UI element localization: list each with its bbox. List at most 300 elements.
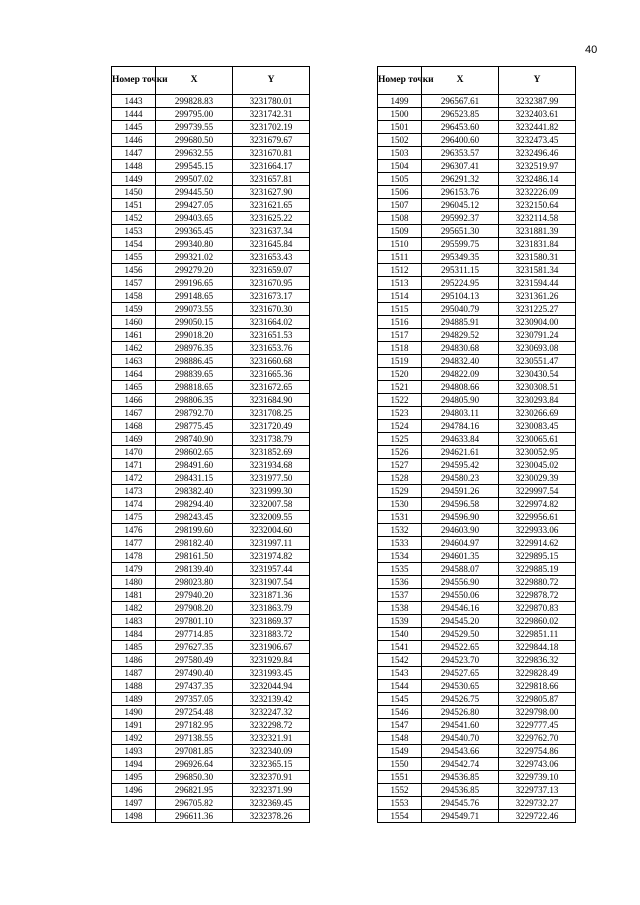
cell-x: 296850.30 [156,771,233,784]
cell-y: 3231361.26 [499,290,576,303]
cell-x: 299148.65 [156,290,233,303]
cell-point-number: 1508 [378,212,422,225]
cell-y: 3229933.06 [499,524,576,537]
cell-x: 297357.05 [156,693,233,706]
cell-point-number: 1532 [378,524,422,537]
cell-x: 299680.50 [156,134,233,147]
cell-y: 3231708.25 [233,407,310,420]
cell-y: 3232369.45 [233,797,310,810]
table-row [112,797,310,810]
cell-y: 3229743.06 [499,758,576,771]
table-row [378,680,576,693]
cell-y: 3229777.45 [499,719,576,732]
cell-point-number: 1459 [112,303,156,316]
cell-x: 294541.60 [422,719,499,732]
cell-point-number: 1512 [378,264,422,277]
cell-y: 3231871.36 [233,589,310,602]
table-row [378,121,576,134]
cell-y: 3232365.15 [233,758,310,771]
cell-y: 3232486.14 [499,173,576,186]
cell-x: 299279.20 [156,264,233,277]
table-row [378,745,576,758]
cell-x: 299445.50 [156,186,233,199]
cell-x: 298182.40 [156,537,233,550]
cell-x: 298740.90 [156,433,233,446]
cell-point-number: 1464 [112,368,156,381]
cell-point-number: 1490 [112,706,156,719]
table-row [112,563,310,576]
cell-x: 298294.40 [156,498,233,511]
table-row [378,394,576,407]
cell-y: 3229805.87 [499,693,576,706]
cell-point-number: 1522 [378,394,422,407]
cell-x: 297138.55 [156,732,233,745]
cell-y: 3231863.79 [233,602,310,615]
cell-y: 3231653.43 [233,251,310,264]
cell-y: 3230029.39 [499,472,576,485]
cell-x: 296705.82 [156,797,233,810]
cell-y: 3230693.08 [499,342,576,355]
cell-point-number: 1468 [112,420,156,433]
table-row [112,472,310,485]
cell-y: 3229739.10 [499,771,576,784]
table-row [378,758,576,771]
cell-x: 295311.15 [422,264,499,277]
cell-y: 3229878.72 [499,589,576,602]
cell-x: 296400.60 [422,134,499,147]
cell-y: 3229880.72 [499,576,576,589]
cell-point-number: 1463 [112,355,156,368]
table-row [112,121,310,134]
cell-y: 3231664.02 [233,316,310,329]
cell-y: 3231664.17 [233,160,310,173]
cell-x: 297714.85 [156,628,233,641]
cell-y: 3232403.61 [499,108,576,121]
cell-y: 3231653.76 [233,342,310,355]
cell-y: 3232473.45 [499,134,576,147]
cell-y: 3232139.42 [233,693,310,706]
cell-point-number: 1489 [112,693,156,706]
cell-point-number: 1495 [112,771,156,784]
header-x: X [422,67,499,95]
cell-x: 298139.40 [156,563,233,576]
cell-y: 3229798.00 [499,706,576,719]
page-number: 40 [585,44,598,56]
cell-x: 294808.66 [422,381,499,394]
table-row [378,316,576,329]
cell-point-number: 1510 [378,238,422,251]
table-row [112,732,310,745]
cell-point-number: 1540 [378,628,422,641]
cell-point-number: 1492 [112,732,156,745]
cell-point-number: 1541 [378,641,422,654]
cell-y: 3229997.54 [499,485,576,498]
cell-point-number: 1538 [378,602,422,615]
table-row [378,225,576,238]
cell-point-number: 1531 [378,511,422,524]
cell-x: 298806.35 [156,394,233,407]
cell-y: 3232378.26 [233,810,310,823]
cell-point-number: 1470 [112,446,156,459]
cell-x: 294885.91 [422,316,499,329]
cell-x: 295599.75 [422,238,499,251]
cell-point-number: 1502 [378,134,422,147]
cell-y: 3230052.95 [499,446,576,459]
table-row [378,511,576,524]
cell-x: 299403.65 [156,212,233,225]
table-row [378,498,576,511]
cell-x: 296307.41 [422,160,499,173]
cell-point-number: 1548 [378,732,422,745]
table-row [112,160,310,173]
cell-point-number: 1545 [378,693,422,706]
cell-point-number: 1535 [378,563,422,576]
cell-point-number: 1452 [112,212,156,225]
cell-point-number: 1534 [378,550,422,563]
table-row [378,602,576,615]
cell-y: 3232370.91 [233,771,310,784]
cell-y: 3230065.61 [499,433,576,446]
cell-x: 294556.90 [422,576,499,589]
cell-point-number: 1537 [378,589,422,602]
table-row [378,238,576,251]
cell-point-number: 1514 [378,290,422,303]
cell-y: 3231883.72 [233,628,310,641]
cell-point-number: 1460 [112,316,156,329]
cell-point-number: 1503 [378,147,422,160]
cell-x: 296567.61 [422,95,499,108]
cell-point-number: 1481 [112,589,156,602]
cell-y: 3231665.36 [233,368,310,381]
coordinates-table-left [111,66,310,823]
cell-x: 298243.45 [156,511,233,524]
cell-point-number: 1505 [378,173,422,186]
cell-y: 3232496.46 [499,147,576,160]
table-row [378,264,576,277]
cell-point-number: 1483 [112,615,156,628]
table-row [112,615,310,628]
coordinates-table-right [377,66,576,823]
cell-x: 294621.61 [422,446,499,459]
table-row [112,654,310,667]
table-row [378,576,576,589]
cell-y: 3229851.11 [499,628,576,641]
cell-y: 3232226.09 [499,186,576,199]
cell-y: 3231977.50 [233,472,310,485]
table-row [378,303,576,316]
cell-point-number: 1549 [378,745,422,758]
table-row [112,316,310,329]
cell-point-number: 1446 [112,134,156,147]
cell-y: 3229732.27 [499,797,576,810]
cell-y: 3229914.62 [499,537,576,550]
cell-x: 294522.65 [422,641,499,654]
cell-x: 294803.11 [422,407,499,420]
cell-x: 298161.50 [156,550,233,563]
table-row [112,368,310,381]
cell-y: 3231957.44 [233,563,310,576]
table-row [378,134,576,147]
cell-x: 297801.10 [156,615,233,628]
table-row [112,524,310,537]
table-row [378,459,576,472]
header-point-number: Номер точки [112,67,156,95]
cell-y: 3231831.84 [499,238,576,251]
cell-point-number: 1487 [112,667,156,680]
cell-point-number: 1485 [112,641,156,654]
table-row [112,641,310,654]
cell-y: 3231934.68 [233,459,310,472]
cell-y: 3232321.91 [233,732,310,745]
cell-y: 3230308.51 [499,381,576,394]
cell-point-number: 1511 [378,251,422,264]
cell-point-number: 1554 [378,810,422,823]
cell-x: 294526.75 [422,693,499,706]
cell-y: 3231852.69 [233,446,310,459]
table-row [378,771,576,784]
cell-x: 294550.06 [422,589,499,602]
cell-x: 294601.35 [422,550,499,563]
cell-point-number: 1520 [378,368,422,381]
cell-y: 3231657.81 [233,173,310,186]
cell-y: 3230293.84 [499,394,576,407]
cell-point-number: 1456 [112,264,156,277]
cell-y: 3229974.82 [499,498,576,511]
cell-point-number: 1494 [112,758,156,771]
cell-point-number: 1471 [112,459,156,472]
cell-y: 3232009.55 [233,511,310,524]
table-row [112,498,310,511]
cell-y: 3229737.13 [499,784,576,797]
cell-point-number: 1518 [378,342,422,355]
cell-y: 3231907.54 [233,576,310,589]
cell-y: 3231225.27 [499,303,576,316]
cell-point-number: 1501 [378,121,422,134]
cell-point-number: 1526 [378,446,422,459]
cell-x: 296453.60 [422,121,499,134]
cell-x: 299340.80 [156,238,233,251]
cell-y: 3229762.70 [499,732,576,745]
cell-x: 299545.15 [156,160,233,173]
cell-x: 297940.20 [156,589,233,602]
cell-x: 299739.55 [156,121,233,134]
cell-point-number: 1473 [112,485,156,498]
cell-y: 3231625.22 [233,212,310,225]
cell-point-number: 1457 [112,277,156,290]
table-row [112,329,310,342]
cell-point-number: 1523 [378,407,422,420]
cell-point-number: 1515 [378,303,422,316]
cell-y: 3231672.65 [233,381,310,394]
table-row [378,485,576,498]
cell-point-number: 1525 [378,433,422,446]
cell-x: 294523.70 [422,654,499,667]
cell-point-number: 1455 [112,251,156,264]
cell-point-number: 1472 [112,472,156,485]
table-row [378,381,576,394]
cell-x: 294829.52 [422,329,499,342]
table-row [112,303,310,316]
table-row [378,706,576,719]
table-row [112,225,310,238]
cell-point-number: 1496 [112,784,156,797]
table-row [378,160,576,173]
cell-x: 299073.55 [156,303,233,316]
cell-point-number: 1475 [112,511,156,524]
cell-x: 294542.74 [422,758,499,771]
cell-point-number: 1480 [112,576,156,589]
cell-point-number: 1449 [112,173,156,186]
table-row [112,758,310,771]
cell-x: 294805.90 [422,394,499,407]
table-row [112,95,310,108]
table-row [112,342,310,355]
cell-point-number: 1527 [378,459,422,472]
table-row [378,277,576,290]
cell-point-number: 1445 [112,121,156,134]
table-row [378,420,576,433]
cell-x: 294822.09 [422,368,499,381]
table-row [112,277,310,290]
cell-y: 3231581.34 [499,264,576,277]
cell-y: 3231679.67 [233,134,310,147]
cell-y: 3231670.30 [233,303,310,316]
cell-x: 299795.00 [156,108,233,121]
table-row [112,264,310,277]
header-y: Y [233,67,310,95]
cell-y: 3231869.37 [233,615,310,628]
table-row [112,251,310,264]
table-header-row [112,67,310,95]
cell-point-number: 1478 [112,550,156,563]
cell-point-number: 1509 [378,225,422,238]
cell-x: 294543.66 [422,745,499,758]
cell-x: 294596.90 [422,511,499,524]
cell-point-number: 1546 [378,706,422,719]
cell-point-number: 1528 [378,472,422,485]
table-row [378,550,576,563]
table-row [378,732,576,745]
table-row [378,173,576,186]
cell-y: 3232519.97 [499,160,576,173]
cell-point-number: 1524 [378,420,422,433]
cell-point-number: 1553 [378,797,422,810]
cell-point-number: 1547 [378,719,422,732]
cell-x: 294530.65 [422,680,499,693]
cell-point-number: 1479 [112,563,156,576]
cell-x: 299365.45 [156,225,233,238]
cell-y: 3231659.07 [233,264,310,277]
cell-x: 298023.80 [156,576,233,589]
table-row [378,199,576,212]
cell-point-number: 1550 [378,758,422,771]
cell-point-number: 1448 [112,160,156,173]
table-row [112,459,310,472]
table-row [378,563,576,576]
cell-y: 3232004.60 [233,524,310,537]
cell-point-number: 1543 [378,667,422,680]
cell-x: 295040.79 [422,303,499,316]
cell-x: 298491.60 [156,459,233,472]
cell-x: 295349.35 [422,251,499,264]
cell-x: 294526.80 [422,706,499,719]
cell-x: 299196.65 [156,277,233,290]
cell-x: 294591.26 [422,485,499,498]
cell-y: 3229870.83 [499,602,576,615]
cell-point-number: 1507 [378,199,422,212]
cell-x: 296291.32 [422,173,499,186]
cell-x: 294604.97 [422,537,499,550]
cell-y: 3231742.31 [233,108,310,121]
cell-x: 298602.65 [156,446,233,459]
cell-x: 294596.58 [422,498,499,511]
table-row [378,407,576,420]
cell-x: 298775.45 [156,420,233,433]
cell-x: 299828.83 [156,95,233,108]
cell-point-number: 1484 [112,628,156,641]
cell-x: 296153.76 [422,186,499,199]
cell-y: 3229828.49 [499,667,576,680]
cell-point-number: 1465 [112,381,156,394]
cell-y: 3229836.32 [499,654,576,667]
cell-x: 296045.12 [422,199,499,212]
table-row [112,212,310,225]
cell-y: 3232387.99 [499,95,576,108]
cell-point-number: 1447 [112,147,156,160]
cell-y: 3232247.32 [233,706,310,719]
table-row [112,680,310,693]
cell-point-number: 1466 [112,394,156,407]
cell-point-number: 1539 [378,615,422,628]
table-row [112,602,310,615]
cell-point-number: 1529 [378,485,422,498]
cell-x: 299632.55 [156,147,233,160]
table-body [378,95,576,823]
cell-x: 294603.90 [422,524,499,537]
cell-y: 3231673.17 [233,290,310,303]
cell-point-number: 1499 [378,95,422,108]
cell-y: 3231702.19 [233,121,310,134]
table-row [378,628,576,641]
cell-y: 3231974.82 [233,550,310,563]
table-row [112,394,310,407]
table-row [378,797,576,810]
cell-x: 297081.85 [156,745,233,758]
cell-y: 3232044.94 [233,680,310,693]
cell-point-number: 1444 [112,108,156,121]
cell-x: 294545.76 [422,797,499,810]
cell-point-number: 1500 [378,108,422,121]
table-row [378,212,576,225]
header-point-number: Номер точки [378,67,422,95]
cell-x: 297908.20 [156,602,233,615]
cell-x: 294830.68 [422,342,499,355]
cell-point-number: 1552 [378,784,422,797]
cell-y: 3231627.90 [233,186,310,199]
cell-point-number: 1519 [378,355,422,368]
cell-x: 298839.65 [156,368,233,381]
table-row [378,693,576,706]
cell-x: 294527.65 [422,667,499,680]
table-body [112,95,310,823]
table-row [378,472,576,485]
cell-y: 3232150.64 [499,199,576,212]
table-row [378,108,576,121]
table-row [112,550,310,563]
cell-point-number: 1461 [112,329,156,342]
cell-y: 3231738.79 [233,433,310,446]
table-row [378,342,576,355]
